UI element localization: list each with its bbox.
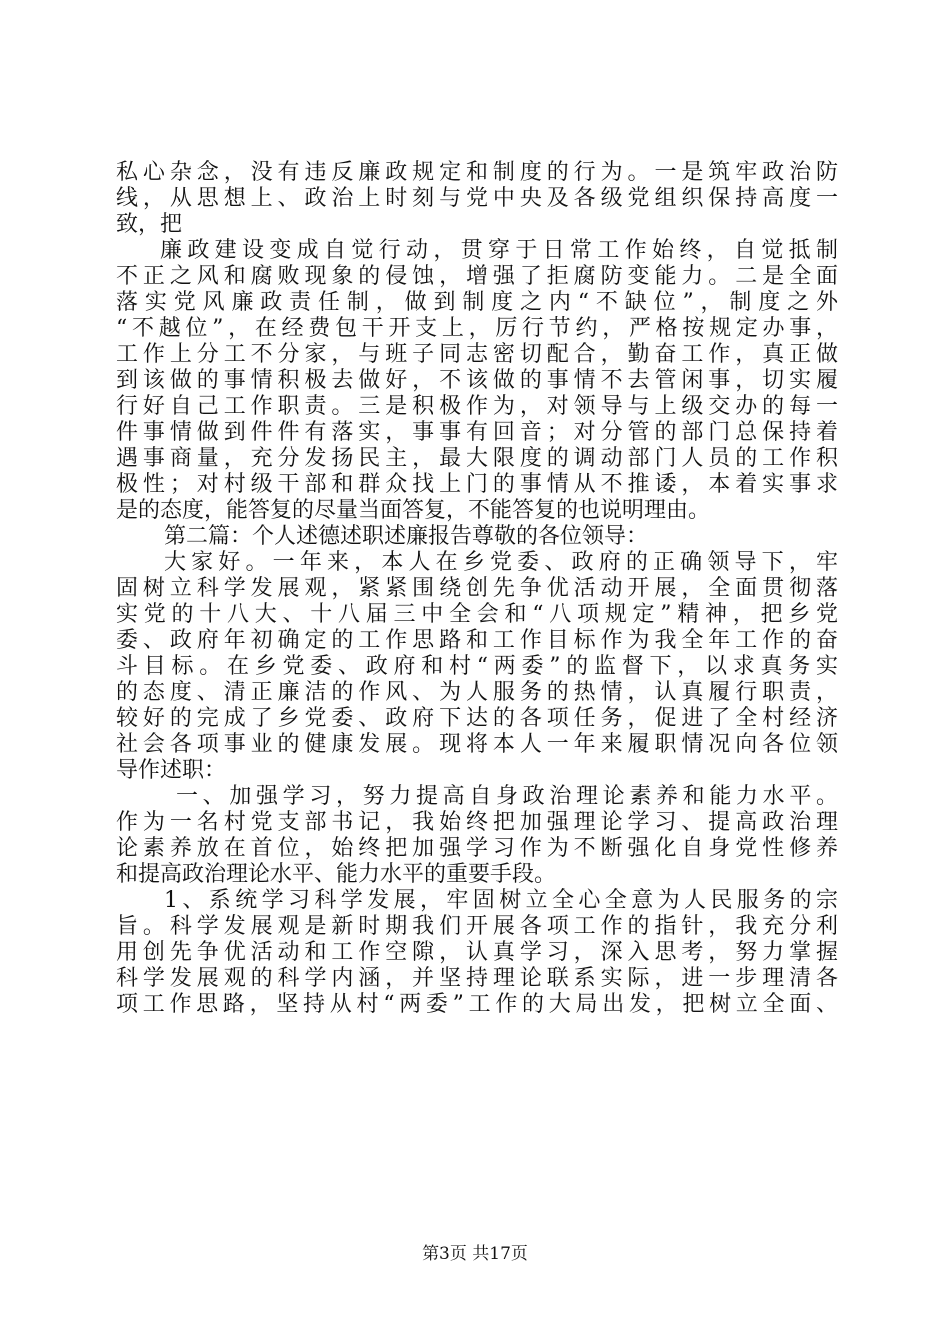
page-number: 第3页 共17页 bbox=[422, 1244, 528, 1264]
text-line: 行好自己工作职责。三是积极作为，对领导与上级交办的每一 bbox=[116, 394, 838, 419]
text-line: 大家好。一年来，本人在乡党委、政府的正确领导下，牢 bbox=[164, 550, 838, 575]
text-line: 遇事商量，充分发扬民主，最大限度的调动部门人员的工作积 bbox=[116, 446, 838, 471]
text-line: 固树立科学发展观，紧紧围绕创先争优活动开展，全面贯彻落 bbox=[116, 576, 838, 601]
text-line: 致，把 bbox=[116, 212, 183, 237]
text-line: 科学发展观的科学内涵，并坚持理论联系实际，进一步理清各 bbox=[116, 966, 838, 991]
text-line: 私心杂念，没有违反廉政规定和制度的行为。一是筑牢政治防 bbox=[116, 160, 838, 185]
text-line: 斗目标。在乡党委、政府和村“两委”的监督下，以求真务实 bbox=[116, 654, 838, 679]
text-line: 1、系统学习科学发展，牢固树立全心全意为人民服务的宗 bbox=[164, 888, 838, 913]
text-line: 的态度、清正廉洁的作风、为人服务的热情，认真履行职责， bbox=[116, 680, 838, 705]
text-line: 论素养放在首位，始终把加强学习作为不断强化自身党性修养 bbox=[116, 836, 838, 861]
text-line: 实党的十八大、十八届三中全会和“八项规定”精神，把乡党 bbox=[116, 602, 838, 627]
text-line: 到该做的事情积极去做好，不该做的事情不去管闲事，切实履 bbox=[116, 368, 838, 393]
text-line: 不正之风和腐败现象的侵蚀，增强了拒腐防变能力。二是全面 bbox=[116, 264, 838, 289]
text-line: 极性；对村级干部和群众找上门的事情从不推诿，本着实事求 bbox=[116, 472, 838, 497]
text-line: 和提高政治理论水平、能力水平的重要手段。 bbox=[116, 862, 557, 887]
text-line: 线，从思想上、政治上时刻与党中央及各级党组织保持高度一 bbox=[116, 186, 838, 211]
text-line: 作为一名村党支部书记，我始终把加强理论学习、提高政治理 bbox=[116, 810, 838, 835]
text-line: 件事情做到件件有落实，事事有回音；对分管的部门总保持着 bbox=[116, 420, 838, 445]
text-line: 较好的完成了乡党委、政府下达的各项任务，促进了全村经济 bbox=[116, 706, 838, 731]
text-line: 社会各项事业的健康发展。现将本人一年来履职情况向各位领 bbox=[116, 732, 838, 757]
text-line: 一、加强学习，努力提高自身政治理论素养和能力水平。 bbox=[176, 784, 838, 809]
text-line: 导作述职： bbox=[116, 758, 227, 783]
text-line: 用创先争优活动和工作空隙，认真学习，深入思考，努力掌握 bbox=[116, 940, 838, 965]
text-line: 廉政建设变成自觉行动，贯穿于日常工作始终，自觉抵制 bbox=[160, 238, 838, 263]
text-line: “不越位”，在经费包干开支上，厉行节约，严格按规定办事， bbox=[116, 316, 838, 341]
text-line: 旨。科学发展观是新时期我们开展各项工作的指针，我充分利 bbox=[116, 914, 838, 939]
document-body bbox=[116, 160, 838, 1018]
text-line: 工作上分工不分家，与班子同志密切配合，勤奋工作，真正做 bbox=[116, 342, 838, 367]
section-heading: 第二篇：个人述德述职述廉报告尊敬的各位领导： bbox=[164, 524, 649, 549]
text-line: 落实党风廉政责任制，做到制度之内“不缺位”，制度之外 bbox=[116, 290, 838, 315]
text-line: 项工作思路，坚持从村“两委”工作的大局出发，把树立全面、 bbox=[116, 992, 838, 1017]
text-line: 委、政府年初确定的工作思路和工作目标作为我全年工作的奋 bbox=[116, 628, 838, 653]
text-line: 是的态度，能答复的尽量当面答复，不能答复的也说明理由。 bbox=[116, 498, 711, 523]
